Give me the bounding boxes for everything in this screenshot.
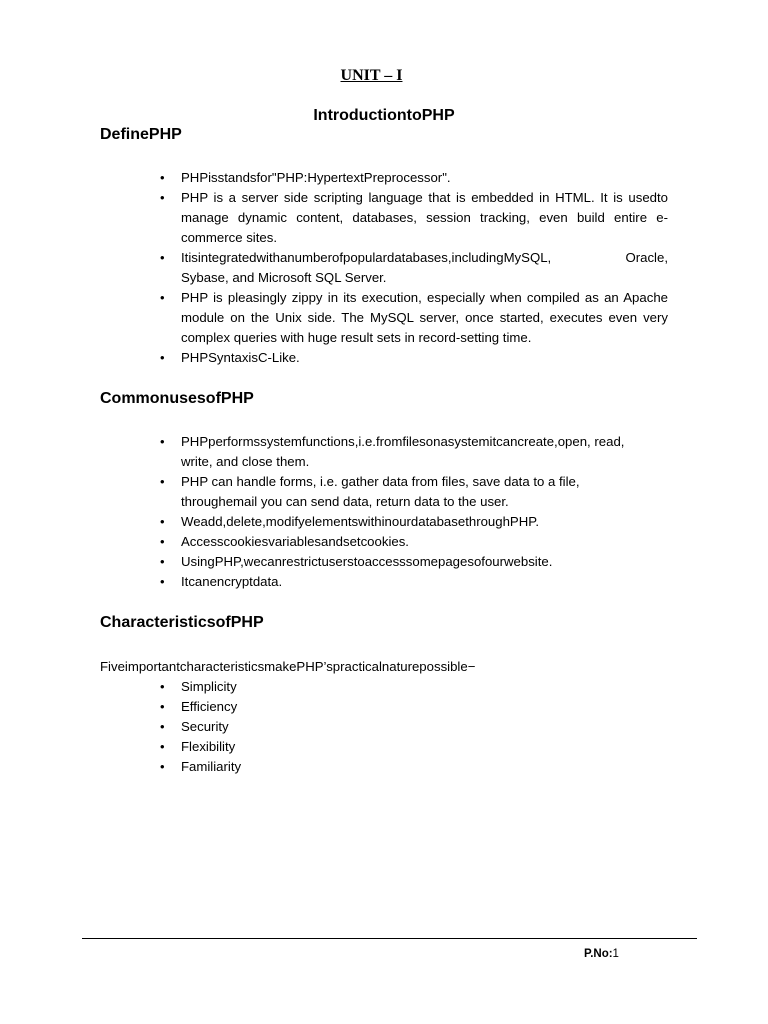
- list-item: • Simplicity: [160, 677, 668, 697]
- bullet-icon: •: [160, 679, 165, 694]
- bullet-icon: •: [160, 759, 165, 774]
- list-item: • Security: [160, 717, 668, 737]
- characteristics-intro: FiveimportantcharacteristicsmakePHP’spracticalnaturepossible−: [100, 659, 476, 674]
- list-item: • Efficiency: [160, 697, 668, 717]
- bullet-icon: •: [160, 434, 165, 449]
- list-item: • PHPperformssystemfunctions,i.e.fromfilesonasystemitcancreate,open, read, write, and close them.: [160, 434, 625, 469]
- define-list: [160, 168, 668, 368]
- list-item: • PHP is a server side scripting language that is embedded in HTML. It is usedto manage dynamic content, databases, session tracking, even build entire e-commerce sites.: [160, 190, 668, 245]
- list-item: • UsingPHP,wecanrestrictuserstoaccesssomepagesofourwebsite.: [160, 552, 668, 572]
- page-number: [584, 948, 619, 960]
- bullet-icon: •: [160, 514, 165, 529]
- bullet-icon: •: [160, 554, 165, 569]
- bullet-icon: •: [160, 350, 165, 365]
- bullet-icon: •: [160, 170, 165, 185]
- bullet-icon: •: [160, 190, 165, 205]
- page-number-value: 1: [612, 948, 619, 960]
- list-item: • PHPSyntaxisC-Like.: [160, 348, 668, 368]
- bullet-icon: •: [160, 474, 165, 489]
- bullet-icon: •: [160, 699, 165, 714]
- section-heading-characteristics: CharacteristicsofPHP: [100, 614, 264, 631]
- characteristics-list: [160, 677, 668, 777]
- bullet-icon: •: [160, 250, 165, 265]
- list-item: • PHP is pleasingly zippy in its execution, especially when compiled as an Apache module on the Unix side. The MySQL server, once started, executes even very complex queries with huge result sets in record-setting time.: [160, 290, 668, 345]
- footer-divider: [82, 938, 697, 939]
- unit-title: UNIT – I: [340, 67, 403, 84]
- bullet-icon: •: [160, 290, 165, 305]
- list-item: • Flexibility: [160, 737, 668, 757]
- page-number-label: P.No:: [584, 948, 613, 960]
- list-item: • PHP can handle forms, i.e. gather data from files, save data to a file, throughemail you can send data, return data to the user.: [160, 474, 580, 509]
- bullet-icon: •: [160, 719, 165, 734]
- list-item: • PHPisstandsfor"PHP:HypertextPreprocessor".: [160, 168, 668, 188]
- section-heading-uses: CommonusesofPHP: [100, 390, 254, 407]
- list-item: • Weadd,delete,modifyelementswithinourdatabasethroughPHP.: [160, 512, 668, 532]
- list-item: • Itcanencryptdata.: [160, 572, 668, 592]
- page-heading: IntroductiontoPHP: [313, 107, 455, 124]
- list-item: • Familiarity: [160, 757, 668, 777]
- list-item: • Accesscookiesvariablesandsetcookies.: [160, 532, 668, 552]
- bullet-icon: •: [160, 739, 165, 754]
- uses-list: [160, 432, 668, 592]
- bullet-icon: •: [160, 574, 165, 589]
- list-item: • Itisintegratedwithanumberofpopulardatabases,includingMySQL, Oracle, Sybase, and Microsoft SQL Server.: [160, 250, 668, 285]
- bullet-icon: •: [160, 534, 165, 549]
- section-heading-define: DefinePHP: [100, 126, 182, 143]
